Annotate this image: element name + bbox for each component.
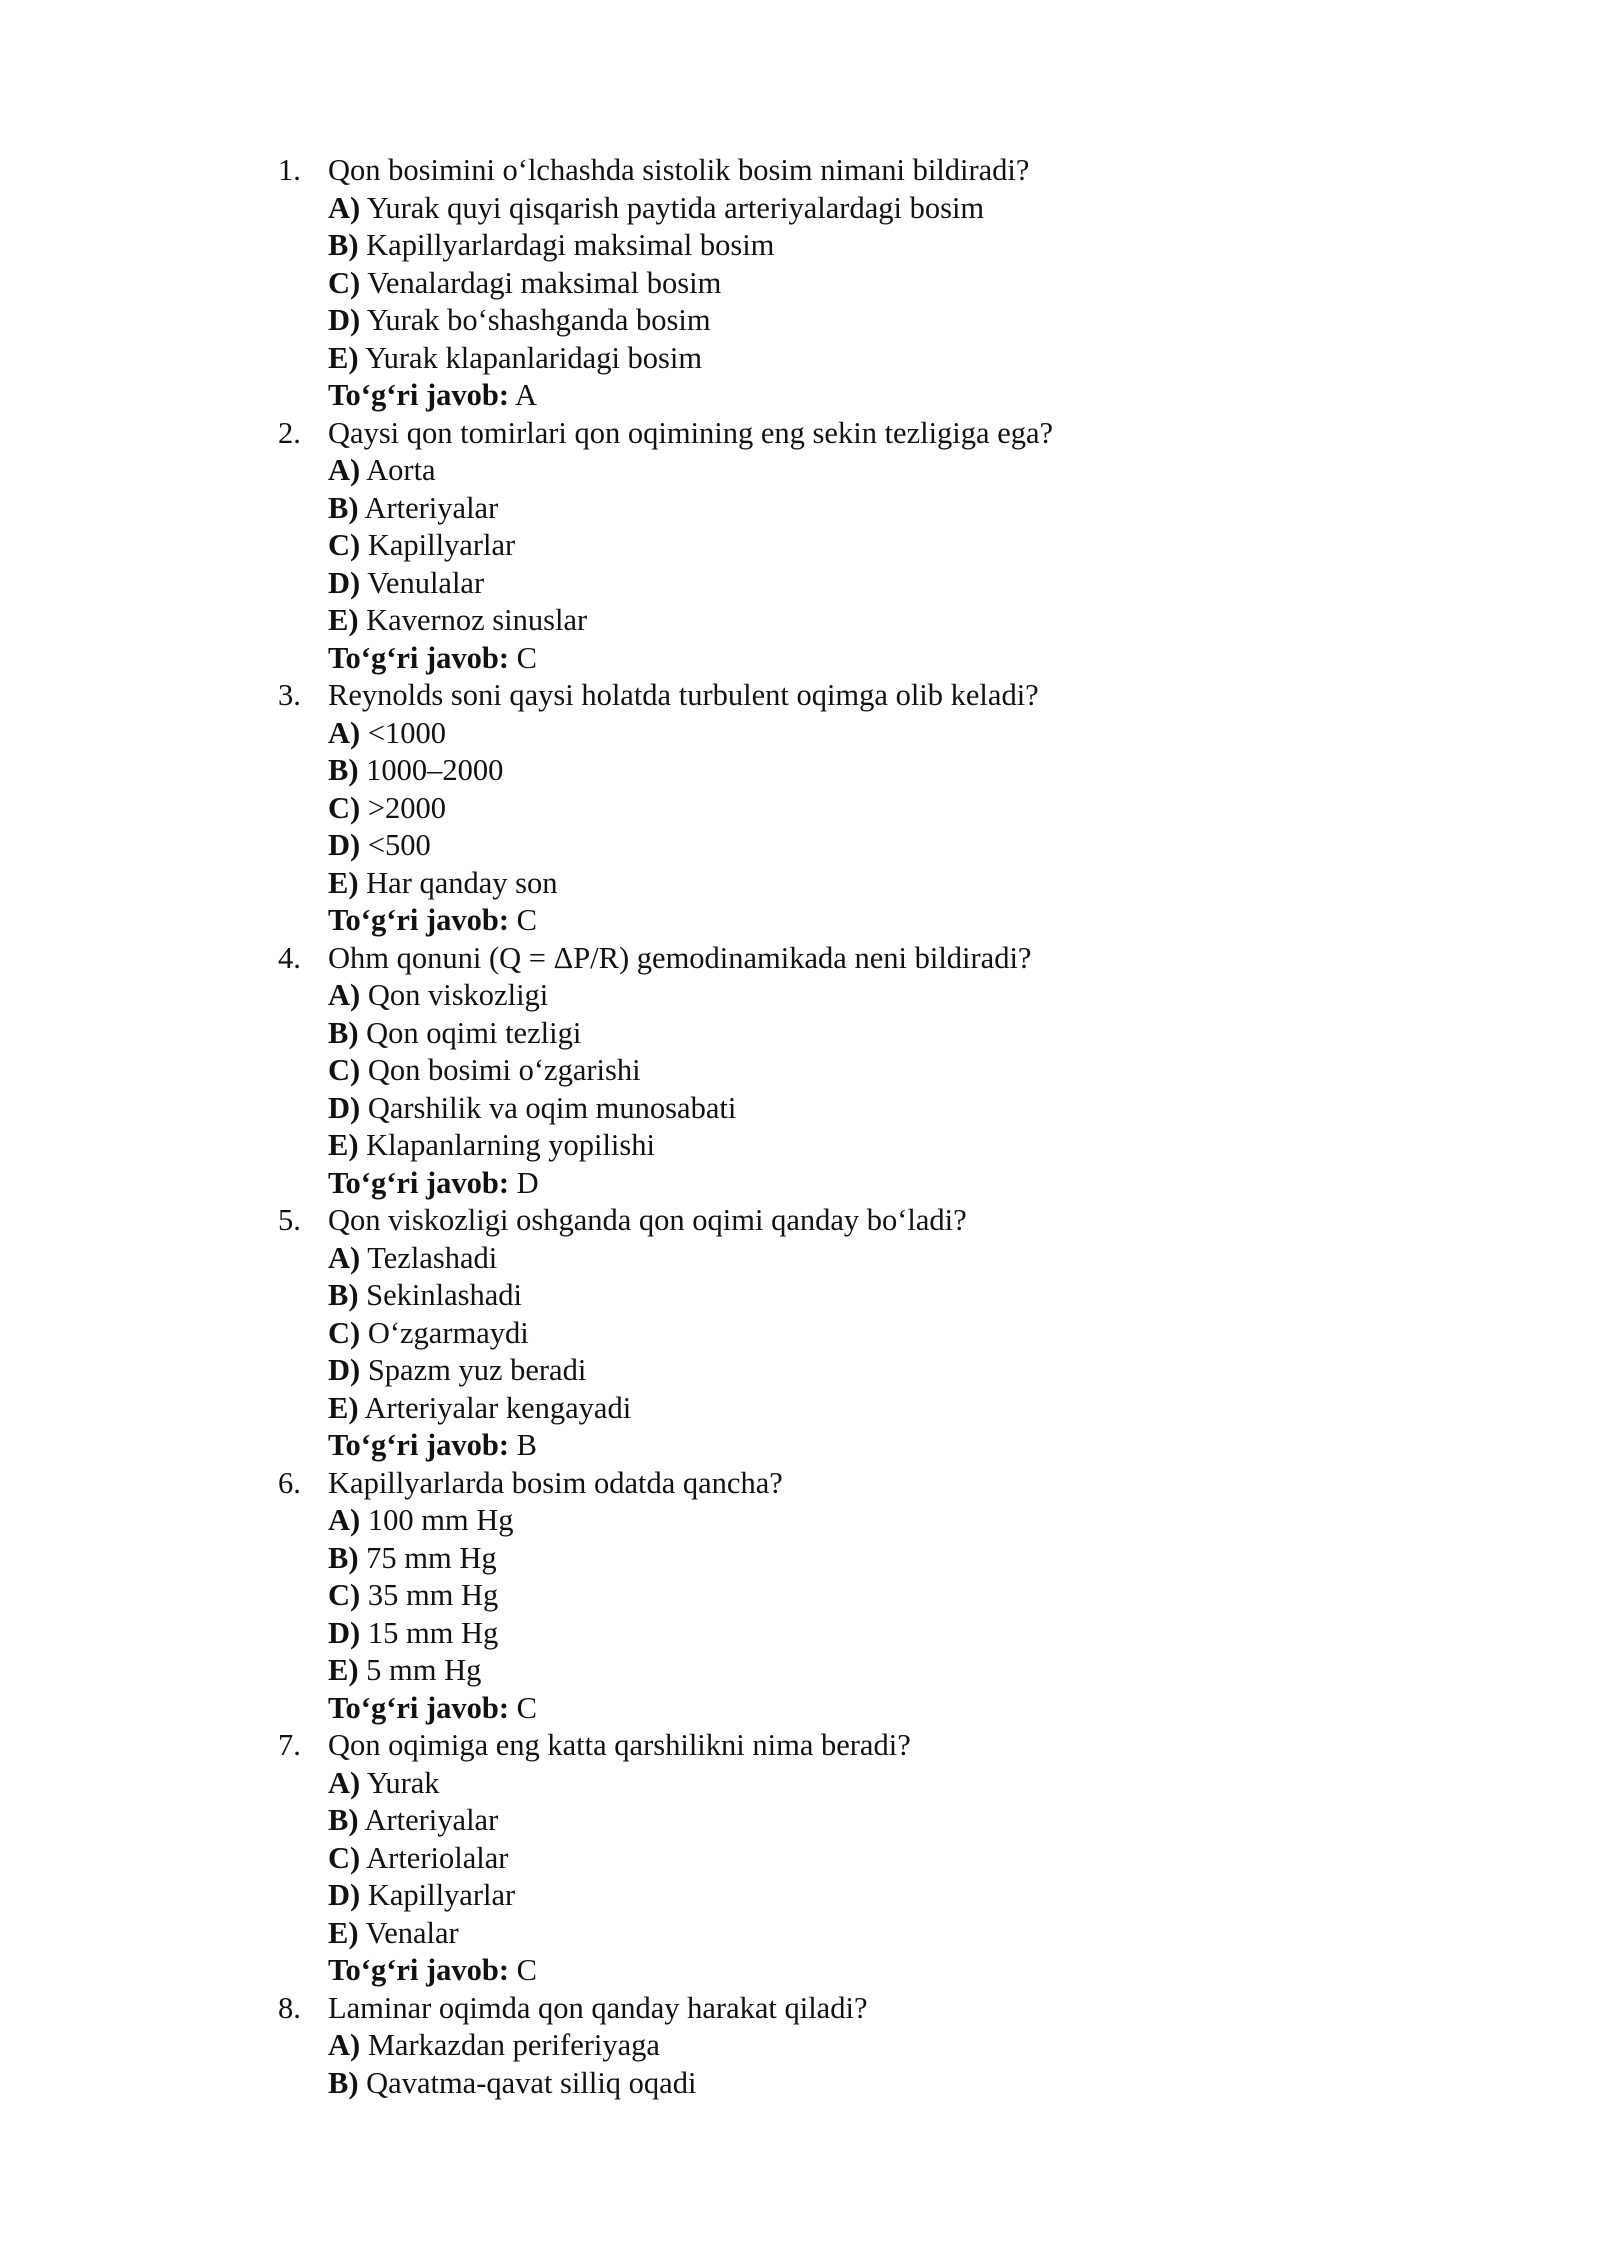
option-text: Klapanlarning yopilishi	[366, 1128, 655, 1162]
option-text: Yurak bo‘shashganda bosim	[366, 303, 711, 337]
question-number: 3.	[278, 678, 301, 712]
answer-option	[328, 1577, 1053, 1615]
answer-option	[328, 527, 1053, 565]
option-letter: E)	[328, 1915, 359, 1950]
option-text: Kapillyarlardagi maksimal bosim	[366, 228, 775, 262]
correct-answer	[328, 377, 1053, 415]
correct-answer-value: C	[516, 1953, 537, 1987]
answer-option	[328, 1277, 1053, 1315]
answer-option	[328, 977, 1053, 1015]
question-number: 5.	[278, 1203, 301, 1237]
option-letter: D)	[328, 1090, 361, 1125]
answer-option	[328, 752, 1053, 790]
option-text: Qon viskozligi	[367, 978, 549, 1012]
question-text: Qon oqimiga eng katta qarshilikni nima beradi?	[328, 1728, 911, 1762]
option-letter: C)	[328, 1840, 361, 1875]
option-letter: E)	[328, 340, 359, 375]
option-letter: D)	[328, 303, 361, 337]
option-text: <500	[367, 828, 431, 862]
question-item	[278, 1465, 1053, 1728]
option-text: 15 mm Hg	[367, 1615, 499, 1650]
answer-option	[328, 1652, 1053, 1690]
option-letter: E)	[328, 1390, 359, 1425]
question-item	[278, 1990, 1053, 2103]
answer-option	[328, 1877, 1053, 1915]
correct-answer-value: C	[516, 1690, 537, 1725]
answer-option	[328, 265, 1053, 303]
option-letter: A)	[328, 1765, 361, 1800]
option-text: Qon bosimi o‘zgarishi	[367, 1053, 641, 1087]
option-letter: B)	[328, 2065, 359, 2100]
option-letter: C)	[328, 1315, 361, 1350]
correct-answer-value: B	[516, 1428, 537, 1462]
answer-option	[328, 2027, 1053, 2065]
answer-option	[328, 602, 1053, 640]
option-text: >2000	[367, 790, 447, 825]
answer-option	[328, 190, 1053, 228]
answer-option	[328, 227, 1053, 265]
option-letter: B)	[328, 1803, 359, 1837]
question-text: Qon viskozligi oshganda qon oqimi qanday bo‘ladi?	[328, 1203, 967, 1237]
option-text: Kavernoz sinuslar	[366, 603, 588, 637]
option-letter: E)	[328, 865, 359, 900]
option-text: Venulalar	[367, 565, 485, 600]
correct-answer	[328, 1690, 1053, 1728]
option-letter: C)	[328, 1578, 361, 1612]
correct-answer-label: To‘g‘ri javob:	[328, 378, 510, 412]
question-number: 1.	[278, 153, 301, 187]
option-letter: D)	[328, 1353, 361, 1387]
question-item	[278, 1202, 1053, 1465]
answer-option	[328, 2065, 1053, 2103]
answer-option	[328, 1240, 1053, 1278]
option-letter: D)	[328, 565, 361, 600]
option-letter: A)	[328, 1240, 361, 1275]
answer-option	[328, 1315, 1053, 1353]
answer-option	[328, 1090, 1053, 1128]
correct-answer-label: To‘g‘ri javob:	[328, 1428, 510, 1462]
correct-answer-value: C	[516, 903, 537, 937]
answer-option	[328, 1840, 1053, 1878]
option-letter: C)	[328, 790, 361, 825]
question-item	[278, 152, 1053, 415]
answer-option	[328, 1052, 1053, 1090]
option-letter: B)	[328, 1278, 359, 1312]
question-text: Reynolds soni qaysi holatda turbulent oqimga olib keladi?	[328, 678, 1039, 712]
answer-option	[328, 1615, 1053, 1653]
question-text: Qon bosimini o‘lchashda sistolik bosim nimani bildiradi?	[328, 153, 1030, 187]
option-text: 1000–2000	[366, 753, 504, 787]
question-text: Kapillyarlarda bosim odatda qancha?	[328, 1465, 783, 1500]
correct-answer-label: To‘g‘ri javob:	[328, 903, 510, 937]
correct-answer-value: D	[516, 1165, 539, 1200]
option-text: Kapillyarlar	[367, 528, 516, 562]
correct-answer-value: C	[516, 640, 537, 675]
option-letter: D)	[328, 1615, 361, 1650]
option-letter: B)	[328, 228, 359, 262]
option-text: <1000	[367, 715, 447, 750]
correct-answer-label: To‘g‘ri javob:	[328, 640, 510, 675]
option-letter: B)	[328, 490, 359, 525]
option-letter: A)	[328, 453, 361, 487]
question-item	[278, 415, 1053, 678]
option-letter: C)	[328, 528, 361, 562]
option-text: Yurak quyi qisqarish paytida arteriyalardagi bosim	[366, 190, 985, 225]
option-text: Spazm yuz beradi	[367, 1353, 587, 1387]
option-text: 35 mm Hg	[367, 1578, 499, 1612]
answer-option	[328, 1765, 1053, 1803]
correct-answer	[328, 902, 1053, 940]
option-letter: A)	[328, 190, 361, 225]
question-item	[278, 1727, 1053, 1990]
question-text: Ohm qonuni (Q = ΔP/R) gemodinamikada neni bildiradi?	[328, 940, 1032, 975]
answer-option	[328, 340, 1053, 378]
question-text: Qaysi qon tomirlari qon oqimining eng sekin tezligiga ega?	[328, 415, 1054, 450]
question-number: 8.	[278, 1990, 301, 2025]
option-text: Qon oqimi tezligi	[366, 1015, 582, 1050]
option-text: Markazdan periferiyaga	[367, 2028, 660, 2062]
option-text: Tezlashadi	[367, 1240, 498, 1275]
option-text: Arteriyalar	[364, 1803, 499, 1837]
option-letter: B)	[328, 1540, 359, 1575]
option-letter: E)	[328, 1653, 359, 1687]
option-text: Arteriolalar	[366, 1840, 509, 1875]
correct-answer	[328, 1952, 1053, 1990]
answer-option	[328, 827, 1053, 865]
correct-answer-value: A	[514, 378, 538, 412]
answer-option	[328, 1802, 1053, 1840]
option-letter: C)	[328, 1053, 361, 1087]
option-letter: A)	[328, 978, 361, 1012]
correct-answer-label: To‘g‘ri javob:	[328, 1953, 510, 1987]
question-list	[278, 152, 1053, 2102]
option-text: 100 mm Hg	[367, 1503, 514, 1537]
option-text: Arteriyalar kengayadi	[364, 1390, 632, 1425]
option-text: Arteriyalar	[364, 490, 499, 525]
correct-answer-label: To‘g‘ri javob:	[328, 1690, 510, 1725]
option-text: Yurak klapanlaridagi bosim	[365, 340, 703, 375]
option-text: Kapillyarlar	[367, 1878, 516, 1912]
question-number: 4.	[278, 940, 301, 975]
answer-option	[328, 865, 1053, 903]
question-number: 6.	[278, 1465, 301, 1500]
option-text: O‘zgarmaydi	[367, 1315, 529, 1350]
answer-option	[328, 715, 1053, 753]
question-number: 7.	[278, 1728, 301, 1762]
correct-answer-label: To‘g‘ri javob:	[328, 1165, 510, 1200]
option-letter: A)	[328, 2028, 361, 2062]
option-text: Qarshilik va oqim munosabati	[367, 1090, 737, 1125]
answer-option	[328, 1502, 1053, 1540]
question-number: 2.	[278, 415, 301, 450]
option-letter: B)	[328, 1015, 359, 1050]
answer-option	[328, 1127, 1053, 1165]
option-letter: A)	[328, 1503, 361, 1537]
option-letter: C)	[328, 265, 361, 300]
answer-option	[328, 490, 1053, 528]
option-letter: E)	[328, 1128, 359, 1162]
question-item	[278, 677, 1053, 940]
answer-option	[328, 1015, 1053, 1053]
option-letter: A)	[328, 715, 361, 750]
option-letter: D)	[328, 828, 361, 862]
option-text: Yurak	[366, 1765, 440, 1800]
question-text: Laminar oqimda qon qanday harakat qiladi?	[328, 1990, 868, 2025]
answer-option	[328, 1352, 1053, 1390]
correct-answer	[328, 1165, 1053, 1203]
option-letter: D)	[328, 1878, 361, 1912]
answer-option	[328, 565, 1053, 603]
answer-option	[328, 1540, 1053, 1578]
option-text: 75 mm Hg	[366, 1540, 497, 1575]
option-text: Sekinlashadi	[366, 1278, 522, 1312]
option-letter: B)	[328, 753, 359, 787]
answer-option	[328, 1915, 1053, 1953]
option-text: Aorta	[366, 453, 436, 487]
option-text: Venalar	[365, 1915, 459, 1950]
question-item	[278, 940, 1053, 1203]
correct-answer	[328, 640, 1053, 678]
answer-option	[328, 302, 1053, 340]
answer-option	[328, 452, 1053, 490]
answer-option	[328, 790, 1053, 828]
answer-option	[328, 1390, 1053, 1428]
correct-answer	[328, 1427, 1053, 1465]
option-text: Qavatma-qavat silliq oqadi	[366, 2065, 697, 2100]
option-text: Venalardagi maksimal bosim	[367, 265, 722, 300]
option-text: 5 mm Hg	[366, 1653, 482, 1687]
option-letter: E)	[328, 603, 359, 637]
option-text: Har qanday son	[366, 865, 558, 900]
